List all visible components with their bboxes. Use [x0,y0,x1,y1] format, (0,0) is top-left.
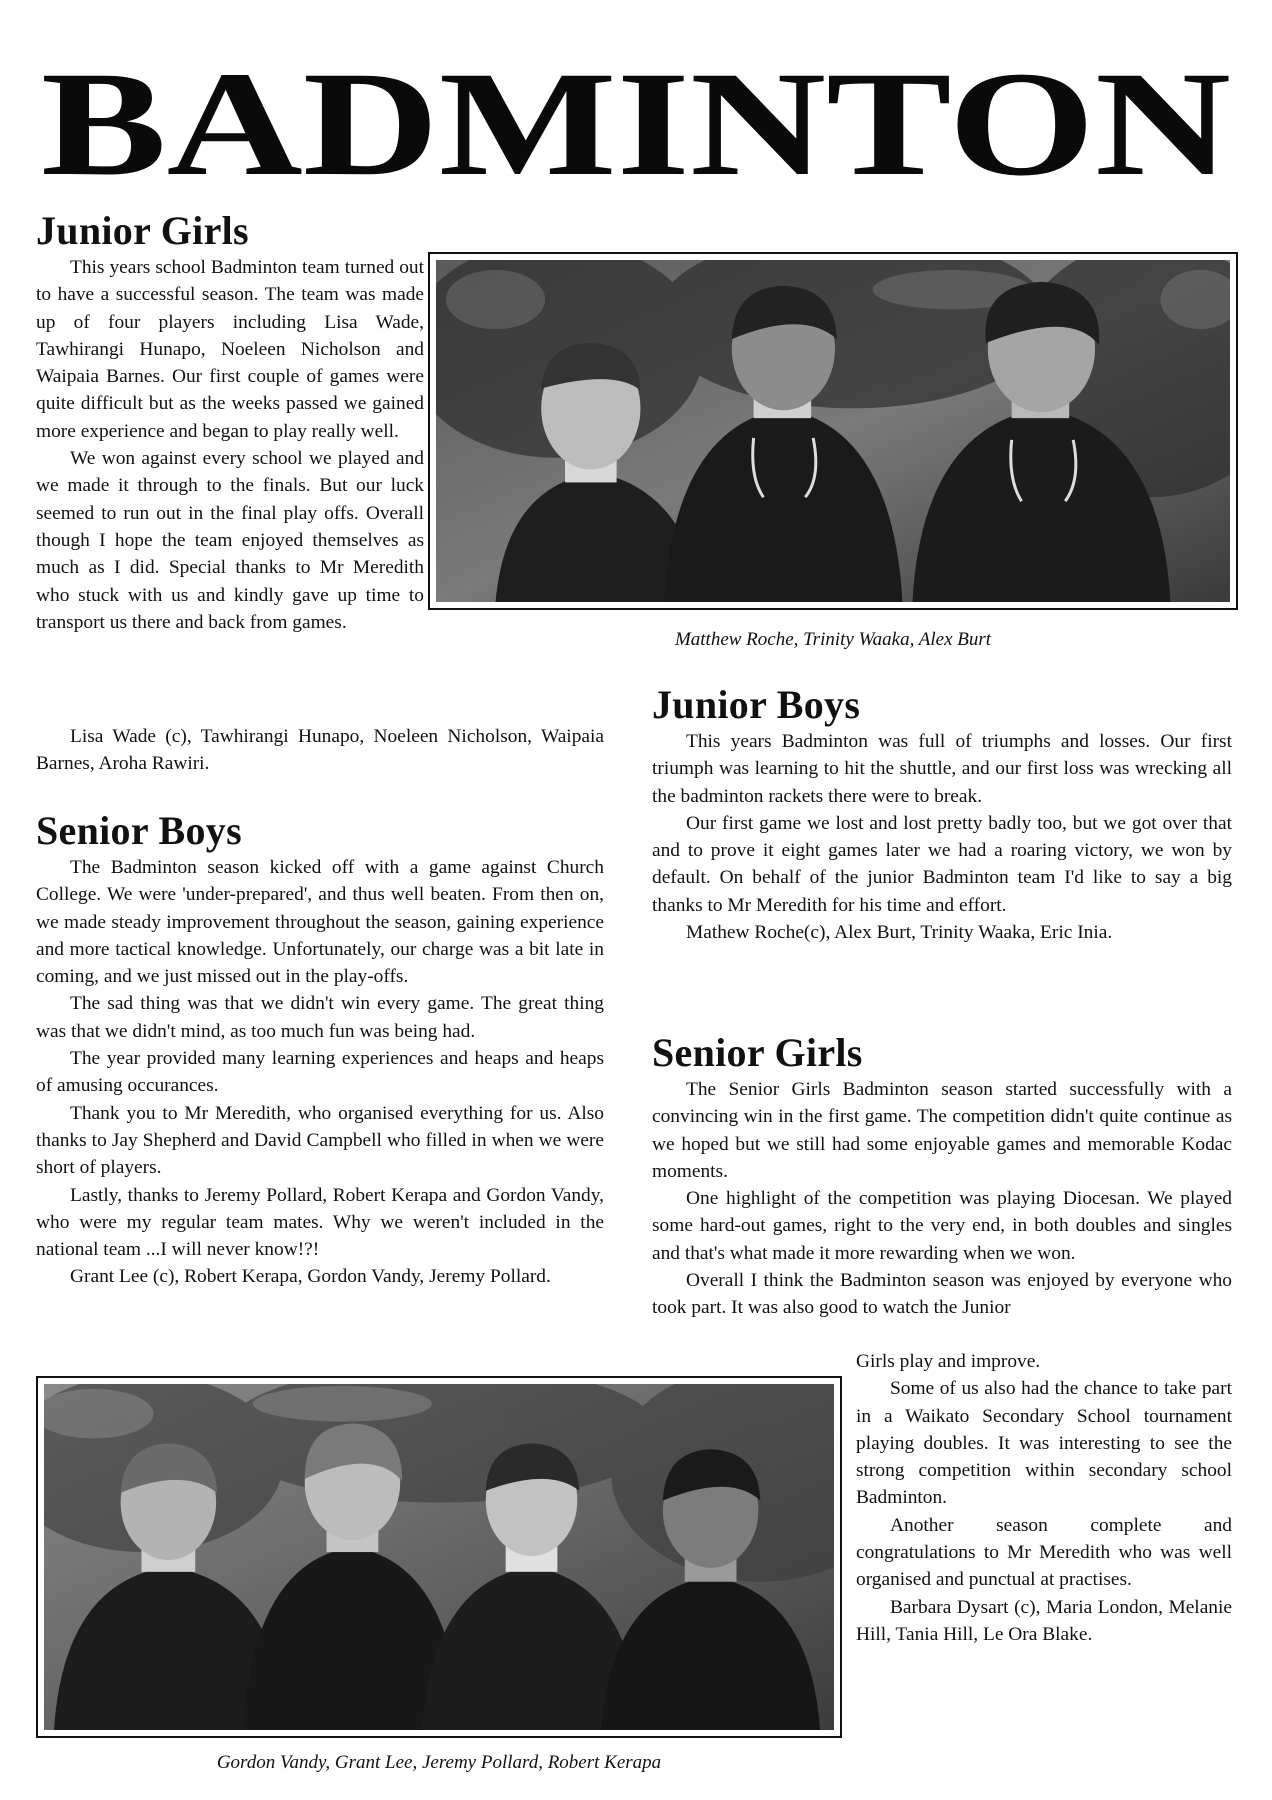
junior-boys-heading: Junior Boys [652,682,861,727]
senior-girls-paragraph: The Senior Girls Badminton season started successfully with a convincing win in the first game. The competition didn't quite continue as we hoped but we still had some enjoyable games and memorable Kodac moments. [652,1079,1232,1182]
junior-girls-heading: Junior Girls [36,208,249,253]
senior-boys-paragraph: The sad thing was that we didn't win every game. The great thing was that we didn't mind, as too much fun was being had. [36,993,604,1042]
junior-boys-paragraph: Mathew Roche(c), Alex Burt, Trinity Waaka, Eric Inia. [686,922,1113,944]
senior-boys-paragraph: Grant Lee (c), Robert Kerapa, Gordon Vandy, Jeremy Pollard. [70,1266,551,1288]
senior-boys-photo-image [44,1384,834,1730]
title-text: BADMINTON [41,41,1231,204]
junior-girls-paragraph: This years school Badminton team turned out to have a successful season. The team was made up of four players including Lisa Wade, Tawhirangi Hunapo, Noeleen Nicholson and Waipaia Barnes. Our first couple of games were quite difficult but as the weeks passed we gained more experience and began to play really well. [36,257,424,442]
senior-boys-paragraph: Thank you to Mr Meredith, who organised everything for us. Also thanks to Jay Shepherd and David Campbell who filled in when we were short of players. [36,1102,604,1179]
junior-boys-photo-caption: Matthew Roche, Trinity Waaka, Alex Burt [674,629,992,650]
senior-boys-photo [36,1376,842,1738]
senior-girls-heading: Senior Girls [652,1030,863,1075]
senior-girls-continued [856,1348,1232,1648]
junior-girls-roster [36,723,604,778]
senior-boys-paragraph: The year provided many learning experiences and heaps and heaps of amusing occurances. [36,1048,604,1097]
junior-girls-section [36,208,424,636]
senior-boys-paragraph: Lastly, thanks to Jeremy Pollard, Robert Kerapa and Gordon Vandy, who were my regular team mates. Why we weren't included in the national team ...I will never know!?! [36,1184,604,1261]
senior-boys-heading: Senior Boys [36,808,242,853]
title-art [30,24,1242,204]
junior-boys-section [652,682,1232,946]
junior-boys-photo-image [436,260,1230,602]
junior-boys-paragraph: Our first game we lost and lost pretty badly too, but we got over that and to prove it eight games later we had a roaring victory, we won by default. On behalf of the junior Badminton team I'd like to say a big thanks to Mr Meredith for his time and effort. [652,812,1232,916]
senior-girls-paragraph: Girls play and improve. [856,1351,1041,1372]
senior-girls-paragraph: Some of us also had the chance to take part in a Waikato Secondary School tournament playing doubles. It was interesting to see the strong competition within secondary school Badminton. [856,1378,1232,1509]
junior-girls-roster-text: Lisa Wade (c), Tawhirangi Hunapo, Noeleen Nicholson, Waipaia Barnes, Aroha Rawiri. [36,726,604,775]
senior-boys-paragraph: The Badminton season kicked off with a game against Church College. We were 'under-prepared', and thus well beaten. From then on, we made steady improvement throughout the season, gaining experience and more tactical knowledge. Unfortunately, our charge was a bit late in coming, and we just missed out in the play-offs. [36,857,604,988]
junior-boys-paragraph: This years Badminton was full of triumphs and losses. Our first triumph was learning to hit the shuttle, and our first loss was wrecking all the badminton rackets there were to break. [652,731,1232,807]
page-title [30,24,1242,204]
senior-boys-section [36,808,604,1291]
junior-girls-paragraph: We won against every school we played and we made it through to the finals. But our luck seemed to run out in the final play offs. Overall though I hope the team enjoyed themselves as much as I did. Special thanks to Mr Meredith who stuck with us and kindly gave up time to transport us there and back from games. [36,448,424,633]
senior-girls-paragraph: Another season complete and congratulations to Mr Meredith who was well organised and punctual at practises. [856,1514,1232,1591]
senior-girls-section [652,1030,1232,1322]
senior-girls-paragraph: Overall I think the Badminton season was enjoyed by everyone who took part. It was also good to watch the Junior [652,1270,1232,1319]
senior-boys-photo-caption: Gordon Vandy, Grant Lee, Jeremy Pollard, Robert Kerapa [216,1752,662,1773]
senior-girls-paragraph: One highlight of the competition was playing Diocesan. We played some hard-out games, right to the very end, in both doubles and singles and that's what made it more rewarding when we won. [652,1188,1232,1264]
junior-boys-photo [428,252,1238,610]
senior-girls-paragraph: Barbara Dysart (c), Maria London, Melanie Hill, Tania Hill, Le Ora Blake. [856,1596,1232,1645]
